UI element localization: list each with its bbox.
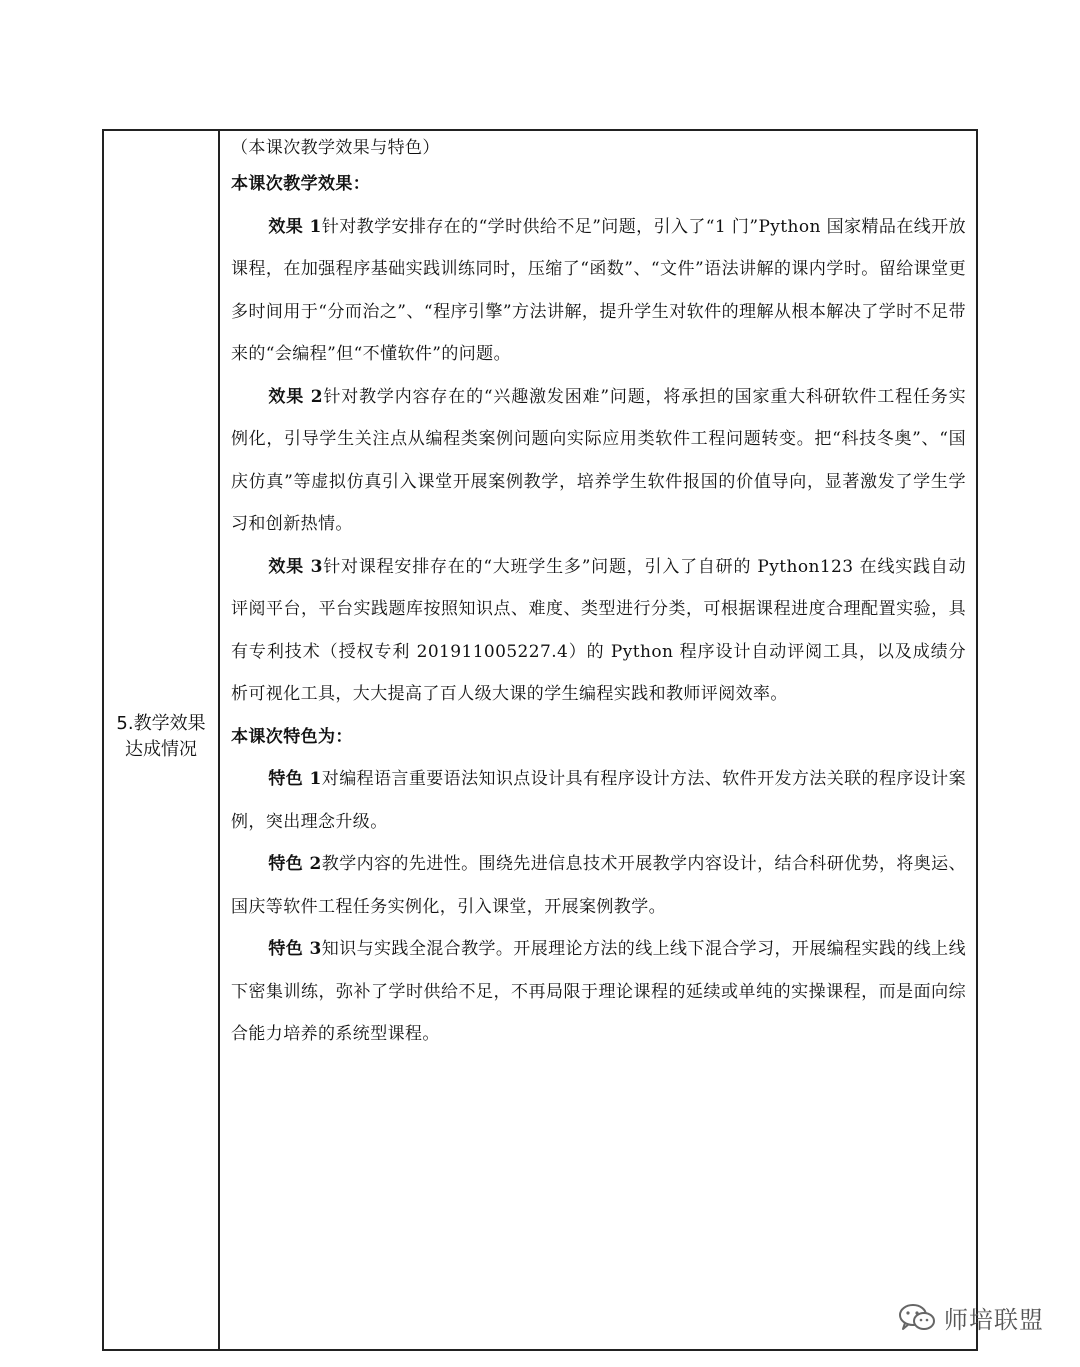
features-heading: 本课次特色为： xyxy=(231,726,353,747)
effects-heading: 本课次教学效果： xyxy=(231,174,371,194)
effect-paragraph xyxy=(231,206,966,376)
feature-label: 特色 1 xyxy=(268,769,322,789)
feature-label: 特色 2 xyxy=(268,854,322,874)
column-divider xyxy=(218,131,220,1349)
content-cell xyxy=(231,135,966,1056)
feature-paragraph xyxy=(231,928,966,1056)
feature-label: 特色 3 xyxy=(268,939,322,959)
effect-text: 针对教学内容存在的“兴趣激发困难”问题，将承担的国家重大科研软件工程任务实例化，引导学生关注点从编程类案例问题向实际应用类软件工程问题转变。把“科技冬奥”、“国庆仿真”等虚拟仿真引入课堂开展案例教学，培养学生软件报国的价值导向，显著激发了学生学习和创新热情。 xyxy=(231,386,966,534)
effect-paragraph xyxy=(231,546,966,716)
effect-label: 效果 2 xyxy=(268,386,324,407)
row-label-line1: 5.教学效果 xyxy=(116,713,206,734)
effect-label: 效果 3 xyxy=(268,556,323,577)
wechat-icon xyxy=(898,1303,936,1333)
feature-text: 知识与实践全混合教学。开展理论方法的线上线下混合学习，开展编程实践的线上线下密集训练，弥补了学时供给不足，不再局限于理论课程的延续或单纯的实操课程，而是面向综合能力培养的系统型课程。 xyxy=(231,939,966,1044)
feature-paragraph xyxy=(231,843,966,928)
effect-text: 针对课程安排存在的“大班学生多”问题，引入了自研的 Python123 在线实践自动评阅平台，平台实践题库按照知识点、难度、类型进行分类，可根据课程进度合理配置实验，具有专利技术（授权专利 201911005227.4）的 Python 程序设计自动评阅工具，以及成绩分析可视化工具，大大提高了百人级大课的学生编程实践和教师评阅效率。 xyxy=(231,556,966,704)
row-label-line2: 达成情况 xyxy=(125,739,197,760)
watermark xyxy=(898,1300,1044,1335)
intro-note: （本课次教学效果与特色） xyxy=(231,138,440,158)
feature-paragraph xyxy=(231,758,966,843)
row-label xyxy=(104,711,218,763)
form-table xyxy=(102,129,978,1351)
watermark-text: 师培联盟 xyxy=(944,1306,1044,1334)
effect-label: 效果 1 xyxy=(268,216,322,237)
feature-text: 教学内容的先进性。围绕先进信息技术开展教学内容设计，结合科研优势，将奥运、国庆等软件工程任务实例化，引入课堂，开展案例教学。 xyxy=(231,854,966,917)
effect-text: 针对教学安排存在的“学时供给不足”问题，引入了“1 门”Python 国家精品在线开放课程，在加强程序基础实践训练同时，压缩了“函数”、“文件”语法讲解的课内学时。留给课堂更多时间用于“分而治之”、“程序引擎”方法讲解，提升学生对软件的理解从根本解决了学时不足带来的“会编程”但“不懂软件”的问题。 xyxy=(231,216,966,364)
feature-text: 对编程语言重要语法知识点设计具有程序设计方法、软件开发方法关联的程序设计案例，突出理念升级。 xyxy=(231,769,966,832)
effect-paragraph xyxy=(231,376,966,546)
